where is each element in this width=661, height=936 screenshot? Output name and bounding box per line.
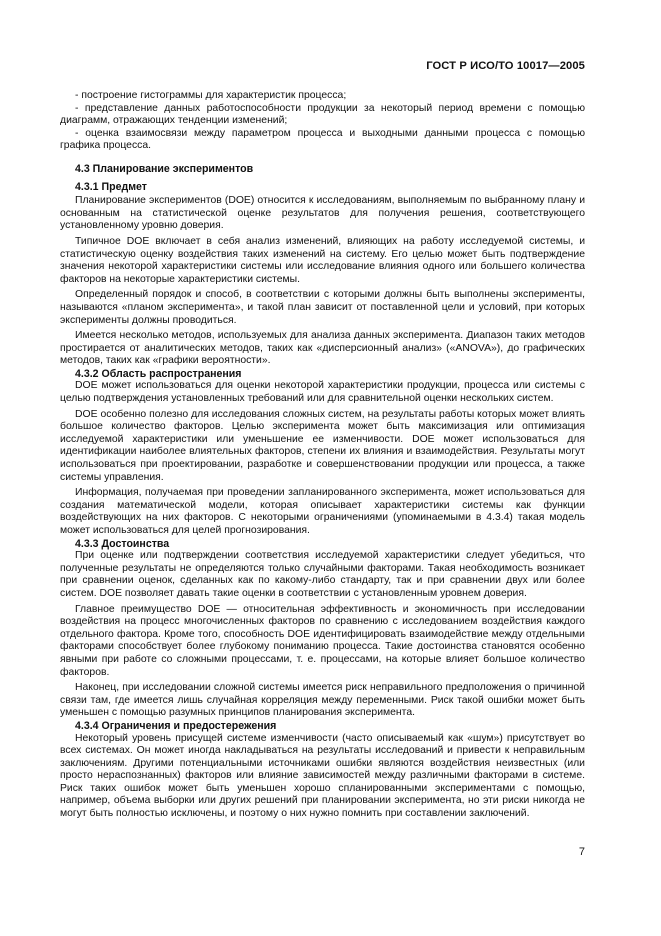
subsection-heading-4-3-3: 4.3.3 Достоинства <box>75 537 170 550</box>
page-number: 7 <box>578 846 585 858</box>
list-item: - построение гистограммы для характеристик процесса; <box>75 90 347 101</box>
document-body <box>60 90 585 821</box>
subsection-heading-4-3-2: 4.3.2 Область распространения <box>75 367 242 380</box>
standard-header: ГОСТ Р ИСО/ТО 10017—2005 <box>426 60 585 72</box>
list-item: - представление данных работоспособности продукции за некоторый период времени с помощью диаграмм, отражающих тенденции изменений; <box>60 102 585 127</box>
paragraph: Главное преимущество DOE — относительная эффективность и экономичность при исследовании воздействия на процесс многочисленных факторов по сравнению с исследованием воздействия каждого отдельного фактора. Кроме того, способность DOE идентифицировать взаимодействие между отдельными факторами способствует более глубокому пониманию процесса. Такие достоинства становятся особенно явными при работе со сложными процессами, т. е. процессами, на которые влияет большое количество факторов. <box>60 603 585 678</box>
paragraph: Наконец, при исследовании сложной системы имеется риск неправильного предположения о причинной связи там, где имеется лишь случайная корреляция между переменными. Риск такой ошибки может быть уменьшен с помощью разумных принципов планирования эксперимента. <box>60 682 585 719</box>
paragraph: DOE особенно полезно для исследования сложных систем, на результаты работы которых может влиять большое количество факторов. Целью эксперимента может быть максимизация или оптимизация исследуемой характеристики или уменьшение ее изменчивости. DOE может использоваться для идентификации наиболее влиятельных факторов, степени их влияния и взаимодействия. Результаты могут использоваться при проектировании, разработке и совершенствовании продукции или процесса, а также системы управления. <box>60 408 585 483</box>
section-heading: 4.3 Планирование экспериментов <box>75 162 254 175</box>
paragraph: При оценке или подтверждении соответствия исследуемой характеристики следует убедиться, что полученные результаты не определяются только случайными факторами. Такая необходимость возникает при сравнении оценок, сделанных как по какому-либо стандарту, так и при сравнении двух или более систем. DOE позволяет давать такие оценки в соответствии с установленным уровнем доверия. <box>60 550 585 599</box>
paragraph: DOE может использоваться для оценки некоторой характеристики продукции, процесса или системы с целью подтверждения установленных требований или для сравнительной оценки нескольких систем. <box>60 380 585 405</box>
paragraph: Имеется несколько методов, используемых для анализа данных эксперимента. Диапазон таких методов простирается от аналитических методов, таких как «дисперсионный анализ» («ANOVA»), до графических методов, таких как «графики вероятности». <box>60 330 585 367</box>
paragraph: Планирование экспериментов (DOE) относится к исследованиям, выполняемым по выбранному плану и основанным на статистической оценке результатов для получения решения, соответствующего установленному уровню доверия. <box>60 195 585 232</box>
subsection-heading-4-3-1: 4.3.1 Предмет <box>75 180 147 193</box>
subsection-heading-4-3-4: 4.3.4 Ограничения и предостережения <box>75 719 277 732</box>
paragraph: Информация, получаемая при проведении запланированного эксперимента, может использоваться для создания математической модели, которая описывает характеристики системы как функции воздействующих на них факторов. С некоторыми ограничениями (упоминаемыми в 4.3.4) такая модель может использоваться для целей прогнозирования. <box>60 487 585 536</box>
paragraph: Определенный порядок и способ, в соответствии с которыми должны быть выполнены эксперименты, называются «планом эксперимента», и такой план зависит от поставленной цели и условий, при которых эксперименты должны проводиться. <box>60 289 585 326</box>
paragraph: Некоторый уровень присущей системе изменчивости (часто описываемый как «шум») присутствует во всех системах. Он может иногда накладываться на результаты исследований и привести к неправильным заключениям. Другими потенциальными источниками ошибки являются воздействия неизвестных (или просто нераспознанных) факторов или влияние зависимостей между различными факторами в системе. Риск таких ошибок может быть уменьшен хорошо спланированными экспериментами с помощью, например, объема выборки или других решений при планировании эксперимента, но эти риски никогда не могут быть полностью исключены, и поэтому о них нужно помнить при составлении заключений. <box>60 732 585 820</box>
paragraph: Типичное DOE включает в себя анализ изменений, влияющих на работу исследуемой системы, и статистическую оценку воздействия таких изменений на систему. Его целью может быть подтверждение значения некоторой характеристики системы или исследование влияния одного или большего количества факторов на некоторые характеристики системы. <box>60 235 585 285</box>
list-item: - оценка взаимосвязи между параметром процесса и выходными данными процесса с помощью графика процесса. <box>60 127 585 152</box>
